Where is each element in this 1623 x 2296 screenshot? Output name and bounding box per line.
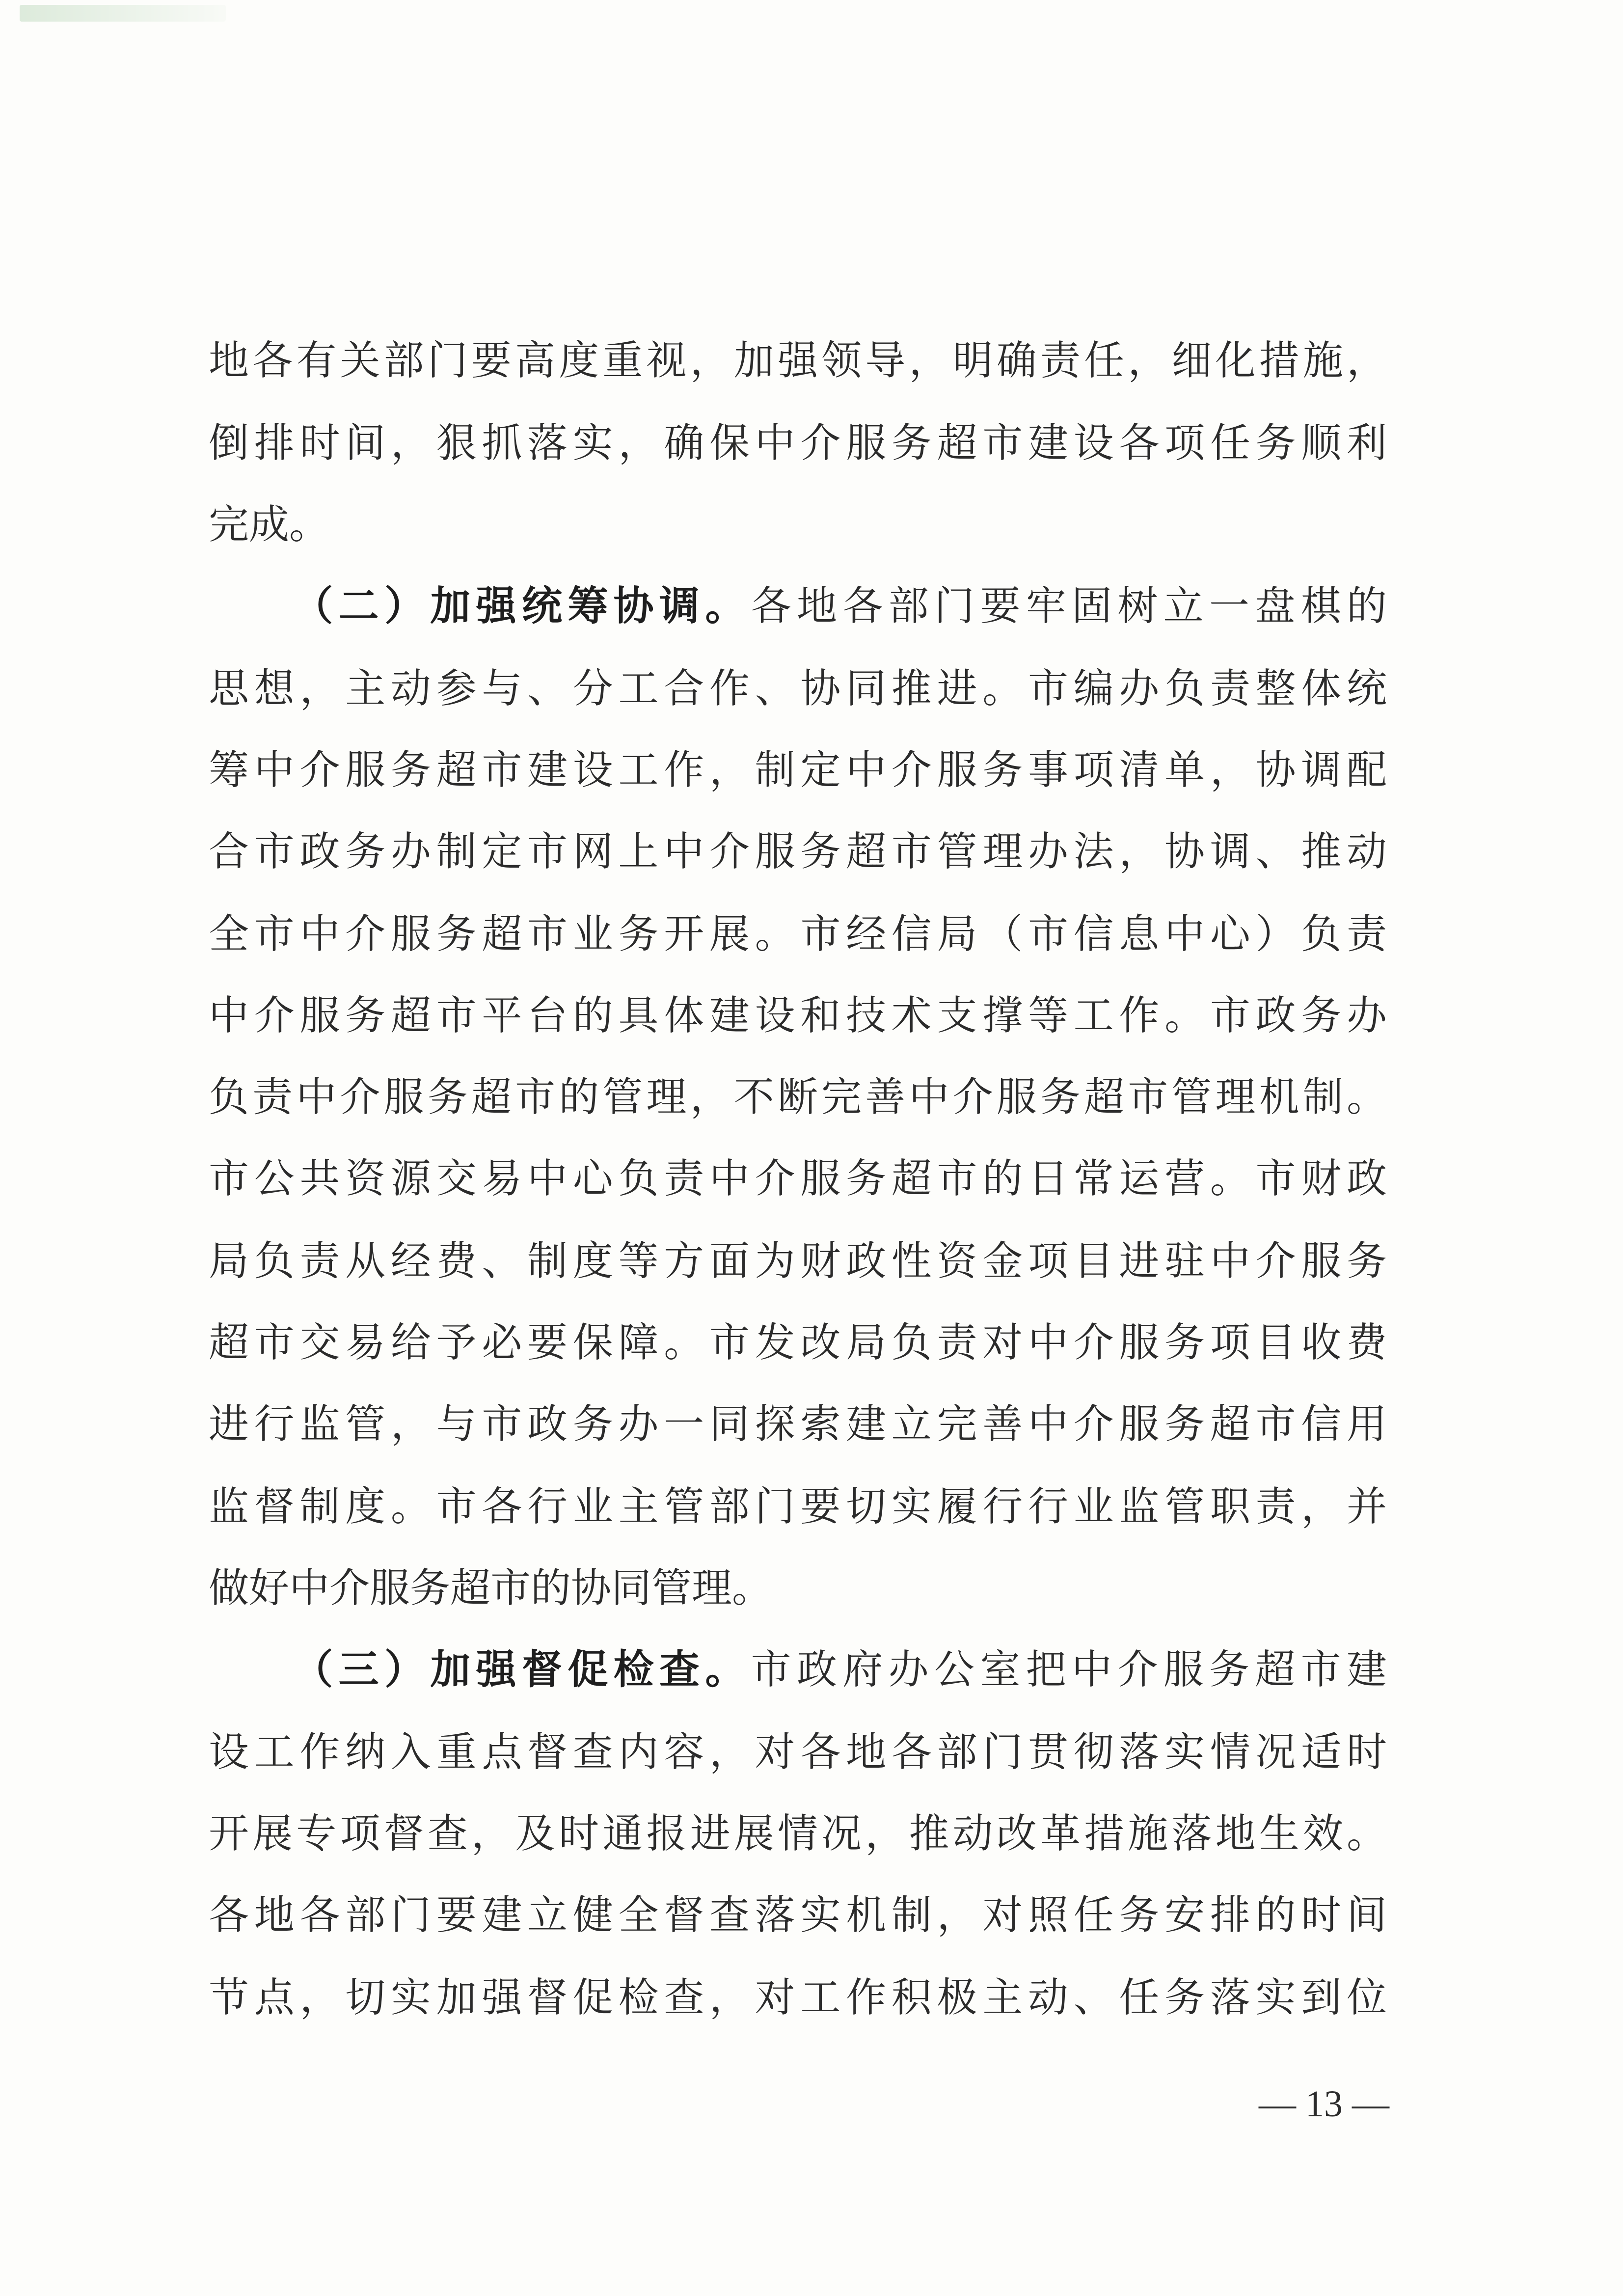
paragraph-line: 做好中介服务超市的协同管理。	[209, 1565, 773, 1612]
paragraph-line: 中介服务超市平台的具体建设和技术支撑等工作。市政务办	[209, 992, 1387, 1039]
paragraph-line: 监督制度。市各行业主管部门要切实履行行业监管职责，并	[209, 1483, 1387, 1530]
section-3-heading: （三）加强督促检查。	[287, 1646, 751, 1693]
paragraph-line: 倒排时间，狠抓落实，确保中介服务超市建设各项任务顺利	[209, 420, 1387, 466]
paragraph-line: 地各有关部门要高度重视，加强领导，明确责任，细化措施，	[209, 337, 1387, 384]
paragraph-line: 全市中介服务超市业务开展。市经信局（市信息中心）负责	[209, 911, 1387, 957]
paragraph-line: 完成。	[209, 501, 330, 548]
paragraph-line: 合市政务办制定市网上中介服务超市管理办法，协调、推动	[209, 828, 1387, 875]
paragraph-line: 筹中介服务超市建设工作，制定中介服务事项清单，协调配	[209, 747, 1387, 793]
header-stamp-mark	[20, 5, 226, 22]
section-3-intro-text: 市政府办公室把中介服务超市建	[751, 1646, 1387, 1693]
page-number: — 13 —	[1259, 2083, 1389, 2125]
paragraph-line: 市公共资源交易中心负责中介服务超市的日常运营。市财政	[209, 1155, 1387, 1202]
paragraph-line: 各地各部门要建立健全督查落实机制，对照任务安排的时间	[209, 1892, 1387, 1939]
section-2-intro-text: 各地各部门要牢固树立一盘棋的	[751, 583, 1387, 629]
paragraph-line: 开展专项督查，及时通报进展情况，推动改革措施落地生效。	[209, 1810, 1387, 1857]
paragraph-line: 负责中介服务超市的管理，不断完善中介服务超市管理机制。	[209, 1074, 1387, 1121]
section-2-heading: （二）加强统筹协调。	[287, 583, 751, 629]
paragraph-line: 节点，切实加强督促检查，对工作积极主动、任务落实到位	[209, 1974, 1387, 2021]
paragraph-line: 思想，主动参与、分工合作、协同推进。市编办负责整体统	[209, 665, 1387, 712]
section-2-first-line	[209, 572, 1387, 641]
paragraph-line: 设工作纳入重点督查内容，对各地各部门贯彻落实情况适时	[209, 1729, 1387, 1776]
paragraph-line: 超市交易给予必要保障。市发改局负责对中介服务项目收费	[209, 1319, 1387, 1366]
paragraph-line: 局负责从经费、制度等方面为财政性资金项目进驻中介服务	[209, 1238, 1387, 1285]
section-3-first-line	[209, 1636, 1387, 1704]
paragraph-line: 进行监管，与市政务办一同探索建立完善中介服务超市信用	[209, 1401, 1387, 1448]
